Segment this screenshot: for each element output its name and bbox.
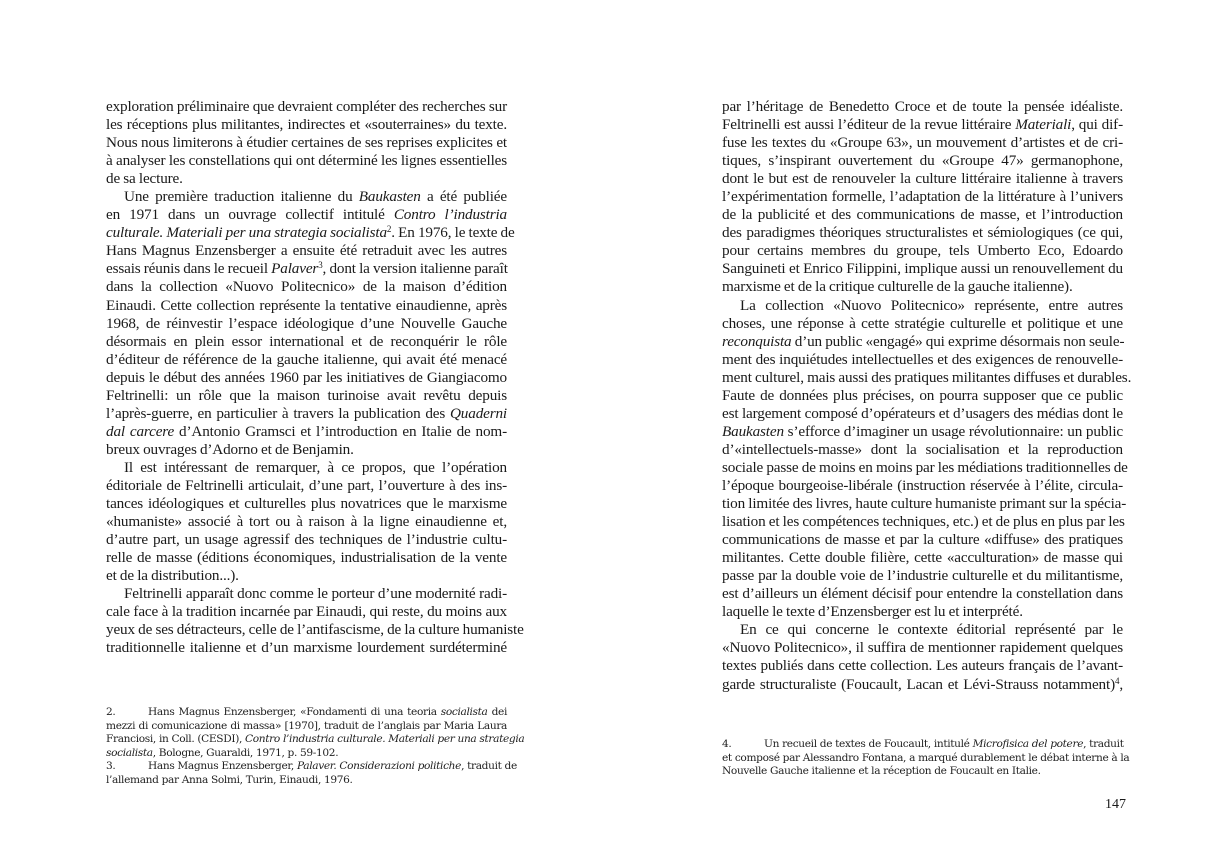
text-line: passe par la double voie de l’industrie culturelle et du militantisme,: [722, 567, 1123, 585]
text-line: laquelle le texte d’Enzensberger est lu et interprété.: [722, 603, 1023, 621]
text-line: est d’ailleurs un élément décisif pour entendre la constellation dans: [722, 585, 1123, 603]
text-line: «Nuovo Politecnico», il suffira de mentionner rapidement quelques: [722, 639, 1123, 657]
text-line: désormais en plein essor international et de reconquérir le rôle: [106, 332, 507, 350]
text-line: En ce qui concerne le contexte éditorial représenté par le: [740, 621, 1123, 639]
text-line: dans la collection «Nuovo Politecnico» de la maison d’édition: [106, 278, 507, 296]
footnote-line: 3. Hans Magnus Enzensberger, Palaver. Considerazioni politiche, traduit de: [106, 760, 517, 773]
text-line: tances idéologiques et culturelles plus novatrices que le marxisme: [106, 495, 507, 513]
text-line: garde structuraliste (Foucault, Lacan et Lévi-Strauss notamment)$^4$,: [722, 675, 1123, 693]
text-line: en 1971 dans un ouvrage collectif intitulé Contro l’industria: [106, 206, 507, 224]
text-line: éditoriale de Feltrinelli articulait, d’une part, l’ouverture à des ins-: [106, 476, 507, 494]
footnote-number: 3.: [106, 760, 116, 773]
text-line: marxisme et de la critique culturelle de la gauche italienne).: [722, 278, 1073, 296]
text-line: d’éditeur de référence de la gauche italienne, qui avait été menacé: [106, 350, 507, 368]
right-body-text: [722, 98, 1132, 694]
text-line: et de la distribution...).: [106, 567, 239, 585]
text-line: par l’héritage de Benedetto Croce et de toute la pensée idéaliste.: [722, 98, 1123, 115]
footnote: [106, 706, 525, 760]
text-line: La collection «Nuovo Politecnico» représente, entre autres: [740, 296, 1123, 314]
text-line: Une première traduction italienne du Baukasten a été publiée: [124, 188, 507, 206]
text-line: reconquista d’un public «engagé» qui exprime désormais non seule-: [722, 332, 1125, 350]
text-line: textes publiés dans cette collection. Les auteurs français de l’avant-: [722, 657, 1123, 675]
text-line: ment culturel, mais aussi des pratiques militantes diffuses et durables.: [722, 368, 1132, 386]
text-line: cale face à la tradition incarnée par Einaudi, qui reste, du moins aux: [106, 603, 507, 621]
text-line: culturale. Materiali per una strategia socialista$^2$. En 1976, le texte de: [106, 224, 515, 242]
text-line: relle de masse (éditions économiques, industrialisation de la vente: [106, 549, 507, 567]
text-line: d’autre part, un usage agressif des techniques de l’industrie cultu-: [106, 531, 507, 549]
footnote-line: et composé par Alessandro Fontana, a marqué durablement le débat interne à la: [722, 751, 1130, 764]
text-line: Sanguineti et Enrico Filippini, implique aussi un renouvellement du: [722, 260, 1123, 278]
text-line: yeux de ses détracteurs, celle de l’antifascisme, de la culture humaniste: [106, 621, 524, 639]
footnote-line: l’allemand par Anna Solmi, Turin, Einaudi, 1976.: [106, 773, 353, 786]
text-line: dont le but est de renouveler la culture littéraire italienne à travers: [722, 170, 1123, 188]
text-line: tiques, s’inspirant ouvertement du «Groupe 47» germanophone,: [722, 152, 1123, 170]
text-line: «humaniste» associé à tort ou à raison à la ligne einaudienne et,: [106, 513, 507, 531]
text-line: de la publicité et des communications de masse, et l’introduction: [722, 206, 1123, 224]
footnote-number: 4.: [722, 738, 732, 750]
text-line: Baukasten s’efforce d’imaginer un usage révolutionnaire: un public: [722, 422, 1123, 440]
paragraph: [722, 296, 1132, 622]
text-line: communications de masse et par la culture «diffuse» des pratiques: [722, 531, 1123, 549]
footnote: [722, 738, 1130, 779]
footnote-line: 2. Hans Magnus Enzensberger, «Fondamenti di una teoria socialista dei: [106, 706, 507, 718]
text-line: Einaudi. Cette collection représente la tentative einaudienne, après: [106, 296, 507, 314]
text-line: Il est intéressant de remarquer, à ce propos, que l’opération: [124, 458, 507, 476]
footnote-ref[interactable]: 2: [386, 224, 392, 235]
text-line: Faute de données plus précises, on pourra supposer que ce public: [722, 386, 1123, 404]
text-line: 1968, de réinvestir l’espace idéologique d’une Nouvelle Gauche: [106, 314, 507, 332]
text-line: Feltrinelli: un rôle que la maison turinoise avait revêtu depuis: [106, 386, 507, 404]
text-line: des paradigmes théoriques structuralistes et sémiologiques (ce qui,: [722, 224, 1123, 242]
text-line: tion limitée des livres, haute culture humaniste primant sur la spécia-: [722, 495, 1127, 513]
text-line: fuse les textes du «Groupe 63», un mouvement d’artistes et de cri-: [722, 134, 1123, 152]
text-line: ment des inquiétudes intellectuelles et des exigences de renouvelle-: [722, 350, 1123, 368]
text-line: sociale passe de moins en moins par les médiations traditionnelles de: [722, 458, 1128, 476]
right-page: [614, 0, 1228, 866]
text-line: exploration préliminaire que devraient compléter des recherches sur: [106, 98, 507, 115]
text-line: Hans Magnus Enzensberger a ensuite été retraduit avec les autres: [106, 242, 507, 260]
text-line: l’après-guerre, en particulier à travers la publication des Quaderni: [106, 404, 507, 422]
text-line: dal carcere d’Antonio Gramsci et l’introduction en Italie de nom-: [106, 422, 507, 440]
left-body-text: [106, 98, 524, 657]
text-line: est largement composé d’opérateurs et d’usagers des médias dont le: [722, 404, 1123, 422]
text-line: les réceptions plus militantes, indirectes et «souterraines» du texte.: [106, 116, 507, 134]
footnote-line: 4. Un recueil de textes de Foucault, intitulé Microfisica del potere, traduit: [722, 738, 1124, 750]
text-line: depuis le début des années 1960 par les initiatives de Giangiacomo: [106, 368, 507, 386]
text-line: à analyser les constellations qui ont déterminé les lignes essentielles: [106, 152, 507, 170]
text-line: d’«intellectuels-masse» dont la socialisation et la reproduction: [722, 440, 1123, 458]
text-line: lisation et les compétences techniques, etc.) et de plus en plus par les: [722, 513, 1125, 531]
paragraph: [106, 585, 524, 657]
footnote-number: 2.: [106, 706, 116, 718]
text-line: de sa lecture.: [106, 170, 183, 188]
footnote-line: mezzi di comunicazione di massa» [1970], traduit de l’anglais par Maria Laura: [106, 719, 507, 732]
footnote-line: Nouvelle Gauche italienne et la réception de Foucault en Italie.: [722, 765, 1041, 778]
text-line: pour certains membres du groupe, tels Umberto Eco, Edoardo: [722, 242, 1123, 260]
text-line: essais réunis dans le recueil Palaver$^3$, dont la version italienne paraît: [106, 260, 508, 278]
text-line: choses, une réponse à cette stratégie culturelle et politique et une: [722, 314, 1123, 332]
text-line: Feltrinelli apparaît donc comme le porteur d’une modernité radi-: [124, 585, 507, 603]
paragraph: [722, 98, 1123, 297]
text-line: Feltrinelli est aussi l’éditeur de la revue littéraire Materiali, qui dif-: [722, 116, 1123, 134]
footnote-ref[interactable]: 3: [318, 260, 323, 271]
page-number: 147: [1105, 797, 1126, 812]
paragraph: [106, 459, 507, 585]
text-line: l’époque bourgeoise-libérale (instruction réservée à l’élite, circula-: [722, 476, 1123, 494]
text-line: Nous nous limiterons à étudier certaines de ses reprises explicites et: [106, 134, 507, 152]
footnote-line: Franciosi, in Coll. (CESDI), Contro l’industria culturale. Materiali per una strategia: [106, 733, 525, 746]
footnote-ref[interactable]: 4: [1114, 675, 1120, 686]
paragraph: [106, 188, 515, 459]
text-line: militantes. Cette double filière, cette «acculturation» de masse qui: [722, 549, 1123, 567]
paragraph: [722, 621, 1123, 693]
left-footnotes: [106, 706, 525, 788]
footnote-line: socialista, Bologne, Guaraldi, 1971, p. 59-102.: [106, 746, 339, 759]
text-line: breux ouvrages d’Adorno et de Benjamin.: [106, 440, 354, 458]
paragraph: [106, 98, 507, 188]
right-footnotes: [722, 738, 1130, 779]
footnote: [106, 760, 517, 787]
text-line: l’expérimentation formelle, l’adaptation de la littérature à l’univers: [722, 188, 1123, 206]
text-line: traditionnelle italienne et d’un marxisme lourdement surdéterminé: [106, 639, 507, 657]
